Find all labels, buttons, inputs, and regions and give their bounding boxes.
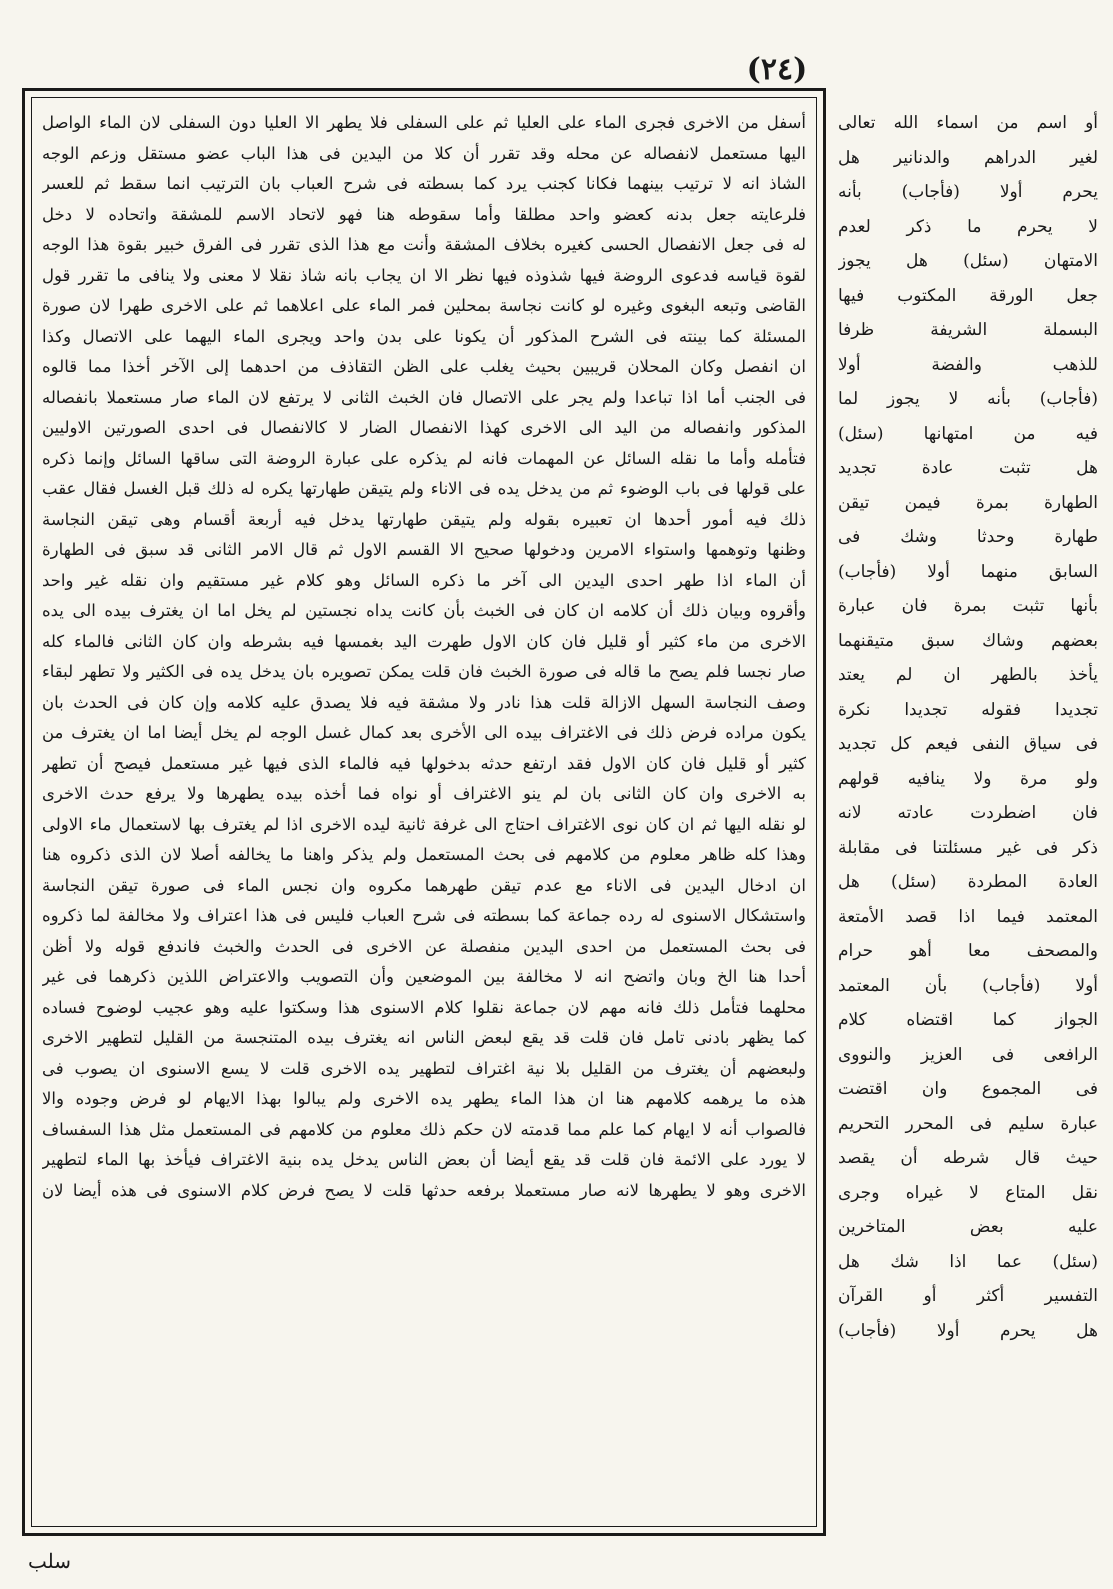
margin-text-line: لغير الدراهم والدنانير هل [838, 147, 1098, 168]
margin-text-line: بأنها تثبت بمرة فان عبارة [838, 596, 1098, 616]
main-text-line: ذلك فيه أمور أحدها ان تعبيره بقوله ولم يتيقن طهارتها يدخل فيه أربعة أقسام وهى تيقن النجاسة [42, 509, 806, 529]
margin-text-line: هل يحرم أولا (فأجاب) [838, 1320, 1098, 1341]
margin-text-line: لا يحرم ما ذكر لعدم [838, 216, 1098, 237]
margin-text-line: يحرم أولا (فأجاب) بأنه [838, 182, 1098, 202]
main-text-body [42, 108, 806, 1518]
main-text-line: وأقروه وبيان ذلك أن كلامه ان كان فى الخبث بأن كانت يداه نجستين لم يخل اما ان يغترف بيده الى يده [42, 601, 806, 620]
main-text-line: ان ادخال اليدين فى الاناء مع عدم تيقن طهرهما مكروه وان نجس الماء فى صورة تيقن النجاسة [42, 875, 806, 895]
main-text-line: له فى جعل الانفصال الحسى كغيره بخلاف المشقة وأنت مع هذا الذى تقرر فى الفرق خبير بقوة هذا الوجه [42, 235, 806, 254]
main-text-line: فالصواب أنه لا ايهام كما علم مما قدمته لان حكم ذلك معلوم من كلامهم فى المستعمل مثل هذا السفساف [42, 1119, 806, 1139]
main-text-line: المذكور وانفصاله من اليد الى الاخرى كهذا الانفصال الضار لا كالانفصال فى احدى الصورتين الاوليين [42, 418, 806, 437]
margin-commentary [838, 106, 1098, 1536]
margin-text-line: يأخذ بالطهر ان لم يعتد [838, 665, 1098, 685]
main-text-frame [22, 88, 826, 1536]
main-text-line: وظنها وتوهمها واستواء الامرين ودخولها صحيح الا القسم الاول ثم قال الامر الثانى قد سبق فى الطهارة [42, 540, 806, 559]
margin-text-line: التفسير أكثر أو القرآن [838, 1286, 1098, 1306]
margin-text-line: بعضهم وشاك سبق متيقنهما [838, 630, 1098, 651]
margin-text-line: السابق منهما أولا (فأجاب) [838, 561, 1098, 582]
main-text-line: كثير أو قليل فان كان الاول فقد ارتفع حدثه بدخولها فيه فالماء الذى فيها غير مستعمل فيصح أن تطهر [42, 753, 806, 773]
main-text-line: لقوة قياسه فدعوى الروضة فيها شذوذه فيها نظر الا ان يجاب بانه شاذ نقلا لا معنى ولا ينافى ما تقرر قول [42, 265, 806, 285]
main-text-line: أسفل من الاخرى فجرى الماء على العليا ثم على السفلى فلا يطهر الا العليا دون السفلى لان الماء الواصل [42, 113, 806, 132]
margin-text-line: عبارة سليم فى المحرر التحريم [838, 1113, 1098, 1134]
margin-text-line: الطهارة بمرة فيمن تيقن [838, 492, 1098, 513]
main-text-line: أن الماء اذا طهر احدى اليدين الى آخر ما ذكره السائل وهو كلام غير مستقيم وان نقله غير واحد [42, 570, 806, 590]
main-text-line: فى الجنب أما اذا تباعدا ولم يجر على الاتصال فان الخبث الثانى لا يرتفع لان الماء صار مستعملا بانفصاله [42, 387, 806, 407]
margin-text-line: (سئل) عما اذا شك هل [838, 1251, 1098, 1272]
main-text-line: يكون مراده فرض ذلك فى الاغتراف بيده الى الأخرى بعد كمال غسل الوجه لم يخل أيضا اما ان يغترف من [42, 723, 806, 742]
margin-text-line: المعتمد فيما اذا قصد الأمتعة [838, 906, 1098, 927]
main-text-line: اليها مستعمل لانفصاله عن محله وقد تقرر أن كلا من اليدين فى هذا الباب عضو مستقل وزعم الوجه [42, 143, 806, 163]
margin-text-line: جعل الورقة المكتوب فيها [838, 285, 1098, 306]
margin-text-line: نقل المتاع لا غيراه وجرى [838, 1182, 1098, 1203]
margin-text-line: الجواز كما اقتضاه كلام [838, 1010, 1098, 1030]
main-text-line: هذه ما يرهمه كلامهم هنا ان هذا الماء يطهر يده الاخرى ولم يبالوا بهذا الايهام لو فرض وجوده والا [42, 1089, 806, 1108]
margin-text-line: ذكر فى غير مسئلتنا فى مقابلة [838, 837, 1098, 858]
margin-text-line: تجديدا فقوله تجديدا نكرة [838, 699, 1098, 720]
main-text-line: فلرعايته جعل بدنه كعضو واحد مطلقا وأما سقوطه هنا فهو لاتحاد الاسم للمشقة واتحاده لا دخل [42, 204, 806, 224]
main-text-line: واستشكال الاسنوى له رده جماعة كما بسطته فى شرح العباب فليس فى هذا اعتراف ولا مخالفة لما ذكروه [42, 906, 806, 925]
margin-text-line: العادة المطردة (سئل) هل [838, 872, 1098, 892]
main-text-line: الشاذ انه لا ترتيب بينهما فكانا كجنب يرد كما بسطته فى شرح العباب بان الترتيب انما سقط ثم للعسر [42, 174, 806, 193]
main-text-line: القاضى وتبعه البغوى وغيره لو كانت نجاسة بمحلين فمر الماء على اعلاهما ثم على الاخرى طهرا لان صورة [42, 296, 806, 315]
main-text-line: صار نجسا فلم يصح ما قاله فى صورة الخبث فان قلت يمكن تصويره بان يدخل يده فى الكثير ولا تطهر لبقاء [42, 662, 806, 681]
margin-text-line: فان اضطردت عادته لانه [838, 803, 1098, 823]
main-text-line: الاخرى من ماء كثير أو قليل فان كان الاول طهرت اليد بغمسها فيه بشرطه وان كان الثانى فالماء كله [42, 631, 806, 651]
margin-text-line: هل تثبت عادة تجديد [838, 458, 1098, 478]
main-text-line: به الاخرى وان كان الثانى بان لم ينو الاغتراف أو نواه فما أخذه بيده يطهرها ولا يرفع حدث الاخرى [42, 784, 806, 803]
main-text-line: محلهما فتأمل ذلك فانه مهم لان جماعة نقلوا كلام الاسنوى هذا وسكتوا عليه وهو عجيب لوضوح فساده [42, 997, 806, 1017]
main-text-line: وهذا كله ظاهر معلوم من كلامهم فى بحث المستعمل ولم يذكر واهنا ما يخالفه أصلا لان الذى ذكروه هنا [42, 845, 806, 864]
main-text-line: فتأمله وأما ما نقله السائل عن المهمات فانه لم يذكره على عبارة الروضة التى ساقها السائل وإنما ذكره [42, 448, 806, 468]
margin-text-line: فى المجموع وان اقتضت [838, 1079, 1098, 1099]
main-text-line: المسئلة كما بينته فى الشرح المذكور أن يكونا على بدن واحد ويجرى الماء اليهما على الاتصال وكذا [42, 326, 806, 346]
margin-text-line: والمصحف معا أهو حرام [838, 941, 1098, 961]
margin-text-line: البسملة الشريفة ظرفا [838, 320, 1098, 340]
margin-text-line: عليه بعض المتاخرين [838, 1217, 1098, 1237]
margin-text-line: الامتهان (سئل) هل يجوز [838, 251, 1098, 271]
margin-text-line: فيه من امتهانها (سئل) [838, 423, 1098, 444]
main-text-line: لا يورد على الائمة فان قلت قد يقع أيضا أن بعض الناس يدخل يده بنية الاغتراف فيأخذ بها الماء لتطهير [42, 1150, 806, 1169]
margin-text-line: ولو مرة ولا ينافيه قولهم [838, 768, 1098, 789]
main-text-line: فى بحث المستعمل من احدى اليدين منفصلة عن الاخرى فى الحدث والخبث فاندفع قوله ولا أظن [42, 936, 806, 956]
main-text-line: الاخرى وهو لا يطهرها لانه صار مستعملا برفعه حدثها قلت لا يصح فرض كلام الاسنوى فى هذه أيضا لان [42, 1180, 806, 1200]
margin-text-line: أو اسم من اسماء الله تعالى [838, 113, 1098, 133]
margin-text-line: للذهب والفضة أولا [838, 354, 1098, 375]
margin-text-line: (فأجاب) بأنه لا يجوز لما [838, 389, 1098, 409]
margin-text-line: حيث قال شرطه أن يقصد [838, 1148, 1098, 1168]
margin-text-line: طهارة وحدثا وشك فى [838, 527, 1098, 547]
main-text-line: ولبعضهم أن يغترف من القليل بلا نية اغتراف لتطهير يده الاخرى قلت لا يسع الاسنوى ان يصوب فى [42, 1058, 806, 1078]
main-text-inner-border [31, 97, 817, 1527]
page-number: (٢٤) [746, 52, 808, 87]
catchword: سلب [28, 1549, 72, 1573]
main-text-line: ان انفصل وكان المحلان قريبين بحيث يغلب على الظن التقاذف من احدهما إلى الآخر أخذا مما قالوه [42, 357, 806, 376]
margin-text-line: الرافعى فى العزيز والنووى [838, 1044, 1098, 1065]
main-text-line: كما يظهر بادنى تامل فان قلت قد يقع لبعض الناس انه يغترف بيده المتنجسة من القليل لتطهير الاخرى [42, 1028, 806, 1047]
main-text-line: على قولها فى باب الوضوء ثم من يدخل يده فى الاناء ولم يتيقن طهارتها يكره له ذلك قبل الغسل فقال عقب [42, 479, 806, 498]
margin-text-line: فى سياق النفى فيعم كل تجديد [838, 734, 1098, 754]
margin-text-line: أولا (فأجاب) بأن المعتمد [838, 975, 1098, 996]
main-text-line: وصف النجاسة السهل الازالة قلت هذا نادر ولا مشقة فيه فلا يصدق عليه كلامه وإن كان فى الحدث بان [42, 692, 806, 712]
main-text-line: لو نقله اليها ثم ان كان نوى الاغتراف احتاج الى غرفة ثانية ليده الاخرى اذا لم يغترف بها لاستعمال ماء الاولى [42, 814, 806, 834]
main-text-line: أحدا هنا الخ وبان واتضح انه لا مخالفة بين الموضعين وأن التصويب والاعتراض اللذين ذكرهما فى غير [42, 967, 806, 986]
